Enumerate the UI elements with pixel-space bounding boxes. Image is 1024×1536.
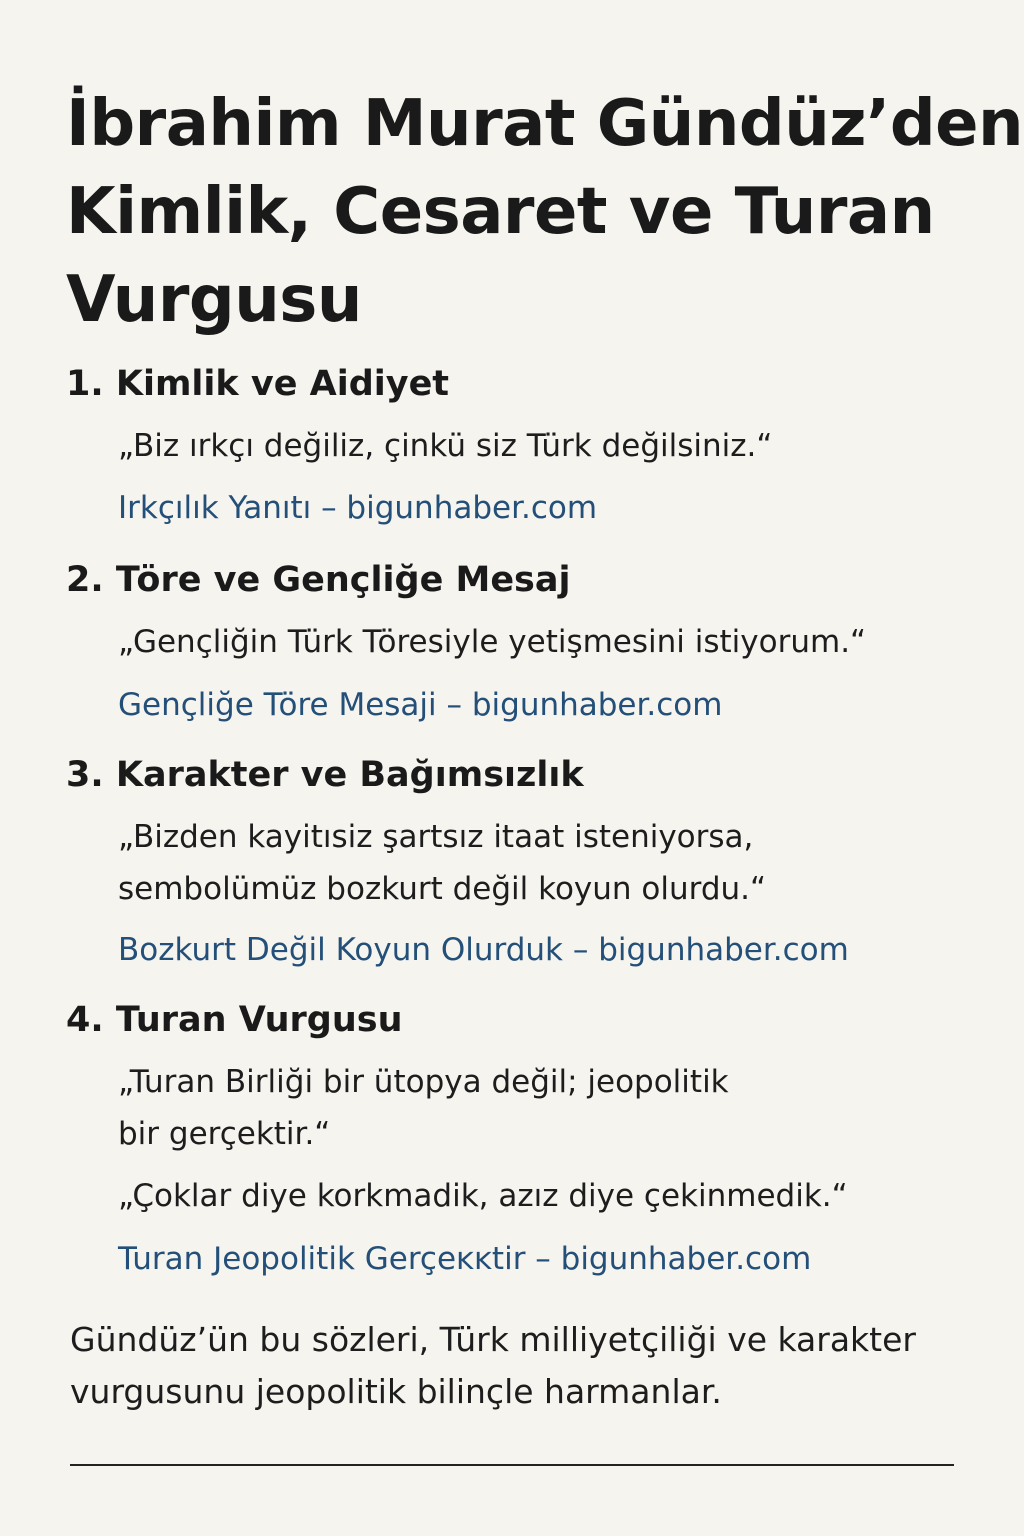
quote-line: „Turan Birliği bir ütopya değil; jeopolitik (118, 1064, 729, 1100)
bottom-divider (70, 1464, 954, 1466)
summary-paragraph (70, 1314, 916, 1418)
section-1-source-link[interactable]: Irkçılık Yanıtı – bigunhaber.com (118, 490, 598, 526)
title-line-2: Kimlik, Cesaret ve Turan (66, 175, 935, 249)
title-line-1: İbrahim Murat Gündüz’den (66, 87, 1024, 161)
quote-line: „Bizden kayitısiz şartsız itaat isteniyorsa, (118, 819, 754, 855)
quote-line: „Gençliğin Türk Töresiyle yetişmesini istiyorum.“ (118, 624, 867, 660)
section-1-quote (118, 420, 772, 472)
section-4-heading: 4. Turan Vurgusu (66, 1000, 403, 1040)
section-2-heading: 2. Töre ve Gençliğe Mesaj (66, 560, 571, 600)
summary-line-2: vurgusunu jeopolitik bilinçle harmanlar. (70, 1372, 722, 1411)
summary-line-1: Gündüz’ün bu sözleri, Türk milliyetçiliği ve karakter (70, 1320, 916, 1359)
section-1-heading: 1. Kimlik ve Aidiyet (66, 364, 450, 404)
section-2-quote (118, 616, 866, 668)
quote-line: sembolümüz bozkurt değil koyun olurdu.“ (118, 871, 767, 907)
quote-line: „Çoklar diye korkmadik, azız diye çekinmedik.“ (118, 1178, 848, 1214)
quote-line: bir gerçektir.“ (118, 1116, 331, 1152)
section-3-heading: 3. Karakter ve Bağımsızlık (66, 755, 584, 795)
section-2-source-link[interactable]: Gençliğe Töre Mesaji – bigunhaber.com (118, 687, 723, 723)
section-3-quote (118, 811, 766, 915)
section-4-quote-2 (118, 1170, 848, 1222)
section-4-quote-1 (118, 1056, 729, 1160)
title-line-3: Vurgusu (66, 263, 362, 337)
quote-line: „Biz ırkçı değiliz, çinkü siz Türk değilsiniz.“ (118, 428, 773, 464)
section-3-source-link[interactable]: Bozkurt Değil Koyun Olurduk – bigunhaber.com (118, 932, 849, 968)
page-title (66, 80, 1024, 344)
section-4-source-link[interactable]: Turan Jeopolitik Gerçeĸĸtir – bigunhaber.com (118, 1241, 812, 1277)
